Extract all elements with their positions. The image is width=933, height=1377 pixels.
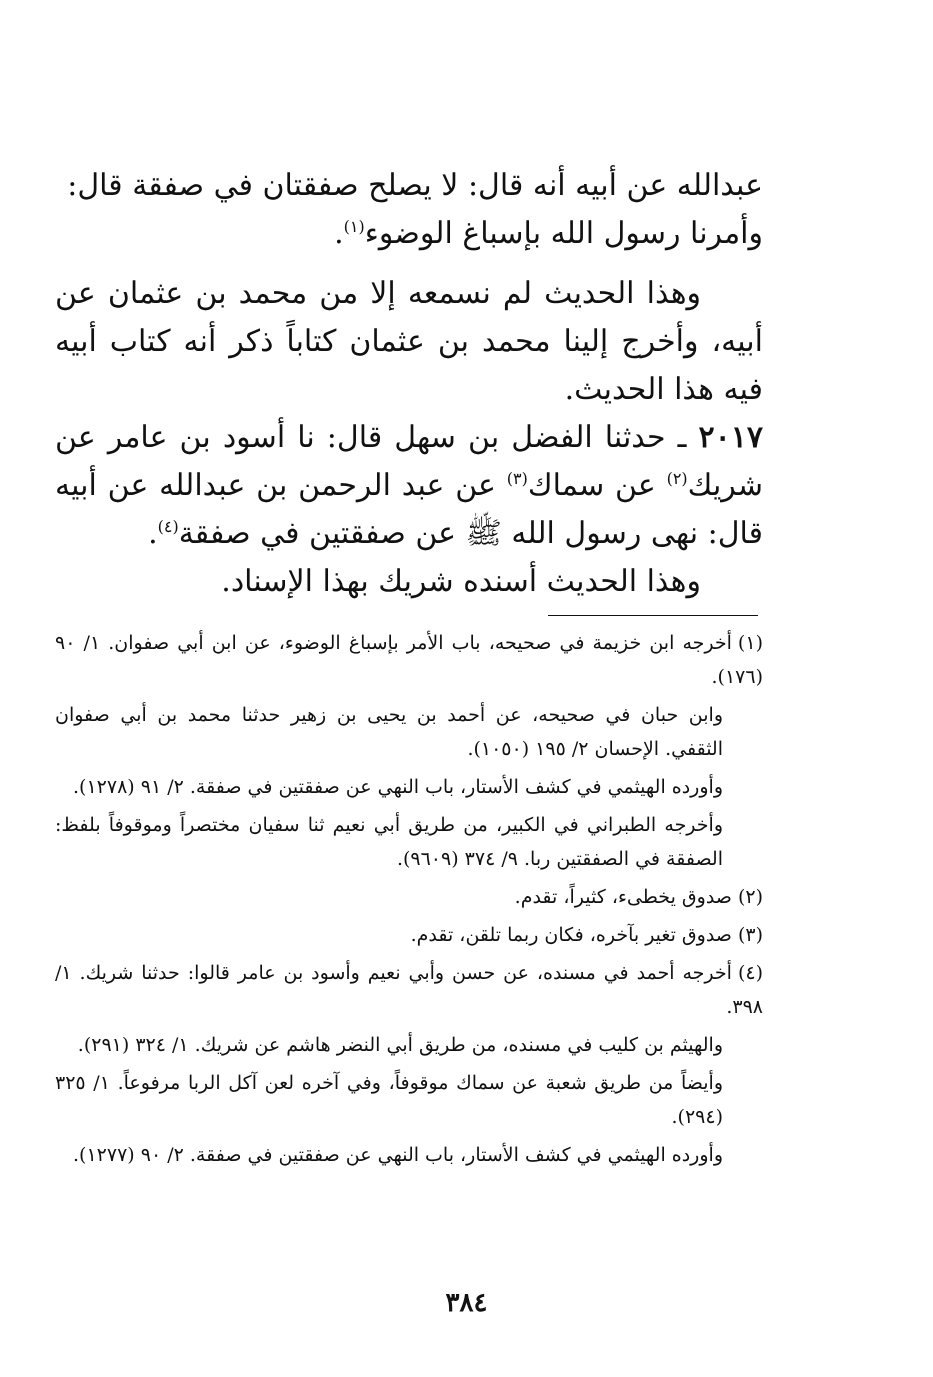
footnote-1: (١)أخرجه ابن خزيمة في صحيحه، باب الأمر بإسباغ الوضوء، عن ابن أبي صفوان. ١/ ٩٠ (١٧٦). (55, 632, 763, 688)
main-text (55, 162, 763, 606)
footnote-2: (٢)صدوق يخطىء، كثيراً، تقدم. (514, 886, 763, 908)
footnote-4-cont-b: وأيضاً من طريق شعبة عن سماك موقوفاً، وفي آخره لعن آكل الربا مرفوعاً. ١/ ٣٢٥ (٢٩٤). (55, 1072, 723, 1128)
footnote-3: (٣)صدوق تغير بآخره، فكان ربما تلقن، تقدم. (410, 924, 763, 946)
comment-paragraph-2: وهذا الحديث أسنده شريك بهذا الإسناد. (221, 564, 701, 599)
footnote-ref-3: (٣) (506, 469, 528, 488)
footnote-1-cont-c: وأخرجه الطبراني في الكبير، من طريق أبي نعيم ثنا سفيان مختصراً وموقوفاً بلفظ: الصفقة في الصفقتين ربا. ٩/ ٣٧٤ (٩٦٠٩). (55, 814, 723, 870)
comment-paragraph-1: وهذا الحديث لم نسمعه إلا من محمد بن عثمان عن أبيه، وأخرج إلينا محمد بن عثمان كتاباً ذكر أنه كتاب أبيه فيه هذا الحديث. (55, 276, 763, 407)
footnote-1-cont-a: وابن حبان في صحيحه، عن أحمد بن يحيى بن زهير حدثنا محمد بن أبي صفوان الثقفي. الإحسان ٢/ ١٩٥ (١٠٥٠). (55, 704, 723, 760)
footnote-ref-2: (٢) (666, 469, 688, 488)
footnote-ref-4: (٤) (157, 517, 179, 536)
footnotes (55, 626, 763, 1176)
footnote-4-cont-a: والهيثم بن كليب في مسنده، من طريق أبي النضر هاشم عن شريك. ١/ ٣٢٤ (٢٩١). (77, 1034, 723, 1056)
footnote-4: (٤)أخرجه أحمد في مسنده، عن حسن وأبي نعيم وأسود بن عامر قالوا: حدثنا شريك. ١/ ٣٩٨. (55, 962, 763, 1018)
footnote-ref-1: (١) (343, 217, 365, 236)
footnote-separator (548, 615, 758, 616)
text-line-1: عبدالله عن أبيه أنه قال: لا يصلح صفقتان في صفقة قال: (67, 168, 763, 203)
hadith-number: ٢٠١٧ (698, 420, 763, 455)
hadith-2017: ٢٠١٧ ـ حدثنا الفضل بن سهل قال: نا أسود بن عامر عن شريك$^{(٢)}$ عن سماك$^{(٣)}$ عن عبد الرحمن بن عبدالله عن أبيه قال: نهى رسول الله ﷺ عن صفقتين في صفقة$^{(٤)}$. (55, 420, 763, 551)
page-number: ٣٨٤ (445, 1288, 488, 1318)
footnote-1-cont-b: وأورده الهيثمي في كشف الأستار، باب النهي عن صفقتين في صفقة. ٢/ ٩١ (١٢٧٨). (73, 776, 723, 798)
text-line-2: وأمرنا رسول الله بإسباغ الوضوء$^{(١)}$. (334, 216, 763, 251)
footnote-4-cont-c: وأورده الهيثمي في كشف الأستار، باب النهي عن صفقتين في صفقة. ٢/ ٩٠ (١٢٧٧). (73, 1144, 723, 1166)
